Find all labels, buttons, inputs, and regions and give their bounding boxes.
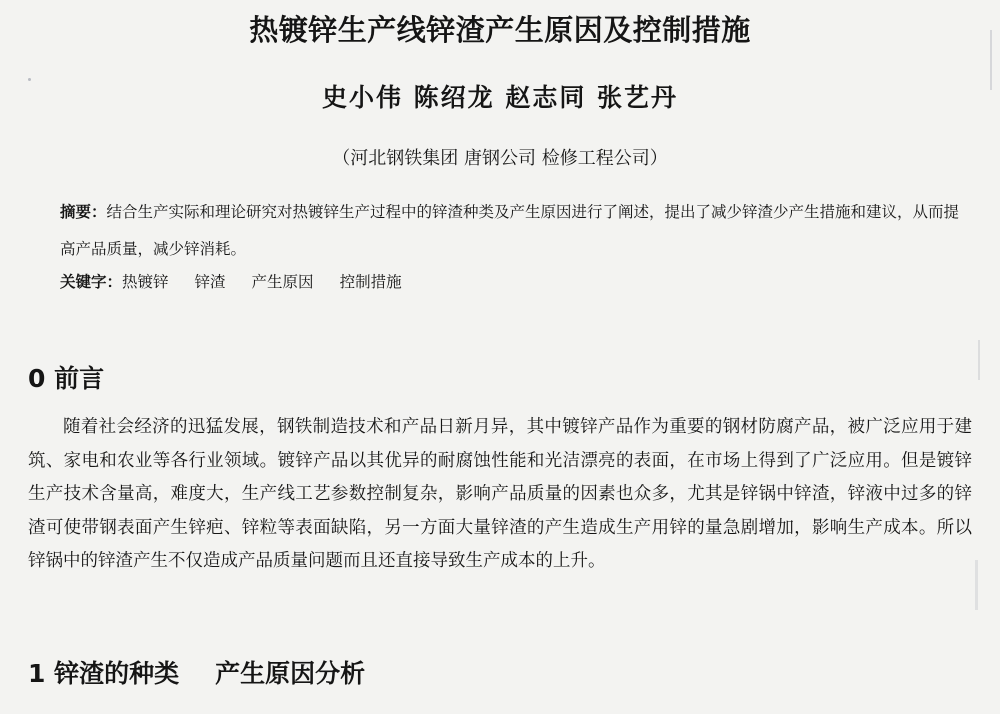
keyword: 产生原因 xyxy=(251,273,314,291)
section-heading-1 xyxy=(28,654,365,690)
section-heading-0: 0 前言 xyxy=(28,364,105,393)
keyword: 锌渣 xyxy=(194,273,226,291)
keyword: 热镀锌 xyxy=(122,273,169,291)
paper-authors: 史小伟 陈绍龙 赵志同 张艺丹 xyxy=(321,83,679,112)
keywords-label: 关键字： xyxy=(60,273,123,291)
abstract-label: 摘要： xyxy=(60,203,107,221)
abstract xyxy=(60,194,960,268)
paper-affiliation: （河北钢铁集团 唐钢公司 检修工程公司） xyxy=(332,148,668,169)
section-heading-1-part-b: 产生原因分析 xyxy=(215,659,366,688)
section-heading-1-part-a: 1 锌渣的种类 xyxy=(28,659,180,688)
scan-speck xyxy=(978,340,980,380)
keywords xyxy=(60,267,960,297)
keyword: 控制措施 xyxy=(339,273,402,291)
abstract-text: 结合生产实际和理论研究对热镀锌生产过程中的锌渣种类及产生原因进行了阐述，提出了减少锌渣少产生措施和建议，从而提高产品质量，减少锌消耗。 xyxy=(60,203,960,258)
scan-speck xyxy=(28,78,31,81)
section-paragraph-0: 随着社会经济的迅猛发展，钢铁制造技术和产品日新月异，其中镀锌产品作为重要的钢材防腐产品，被广泛应用于建筑、家电和农业等各行业领域。镀锌产品以其优异的耐腐蚀性能和光洁漂亮的表面，在市场上得到了广泛应用。但是镀锌生产技术含量高，难度大，生产线工艺参数控制复杂，影响产品质量的因素也众多，尤其是锌锅中锌渣，锌液中过多的锌渣可使带钢表面产生锌疤、锌粒等表面缺陷，另一方面大量锌渣的产生造成生产用锌的量急剧增加，影响生产成本。所以锌锅中的锌渣产生不仅造成产品质量问题而且还直接导致生产成本的上升。 xyxy=(28,417,972,571)
scan-speck xyxy=(990,30,992,90)
paper-title: 热镀锌生产线锌渣产生原因及控制措施 xyxy=(249,13,751,47)
scan-speck xyxy=(975,560,978,610)
